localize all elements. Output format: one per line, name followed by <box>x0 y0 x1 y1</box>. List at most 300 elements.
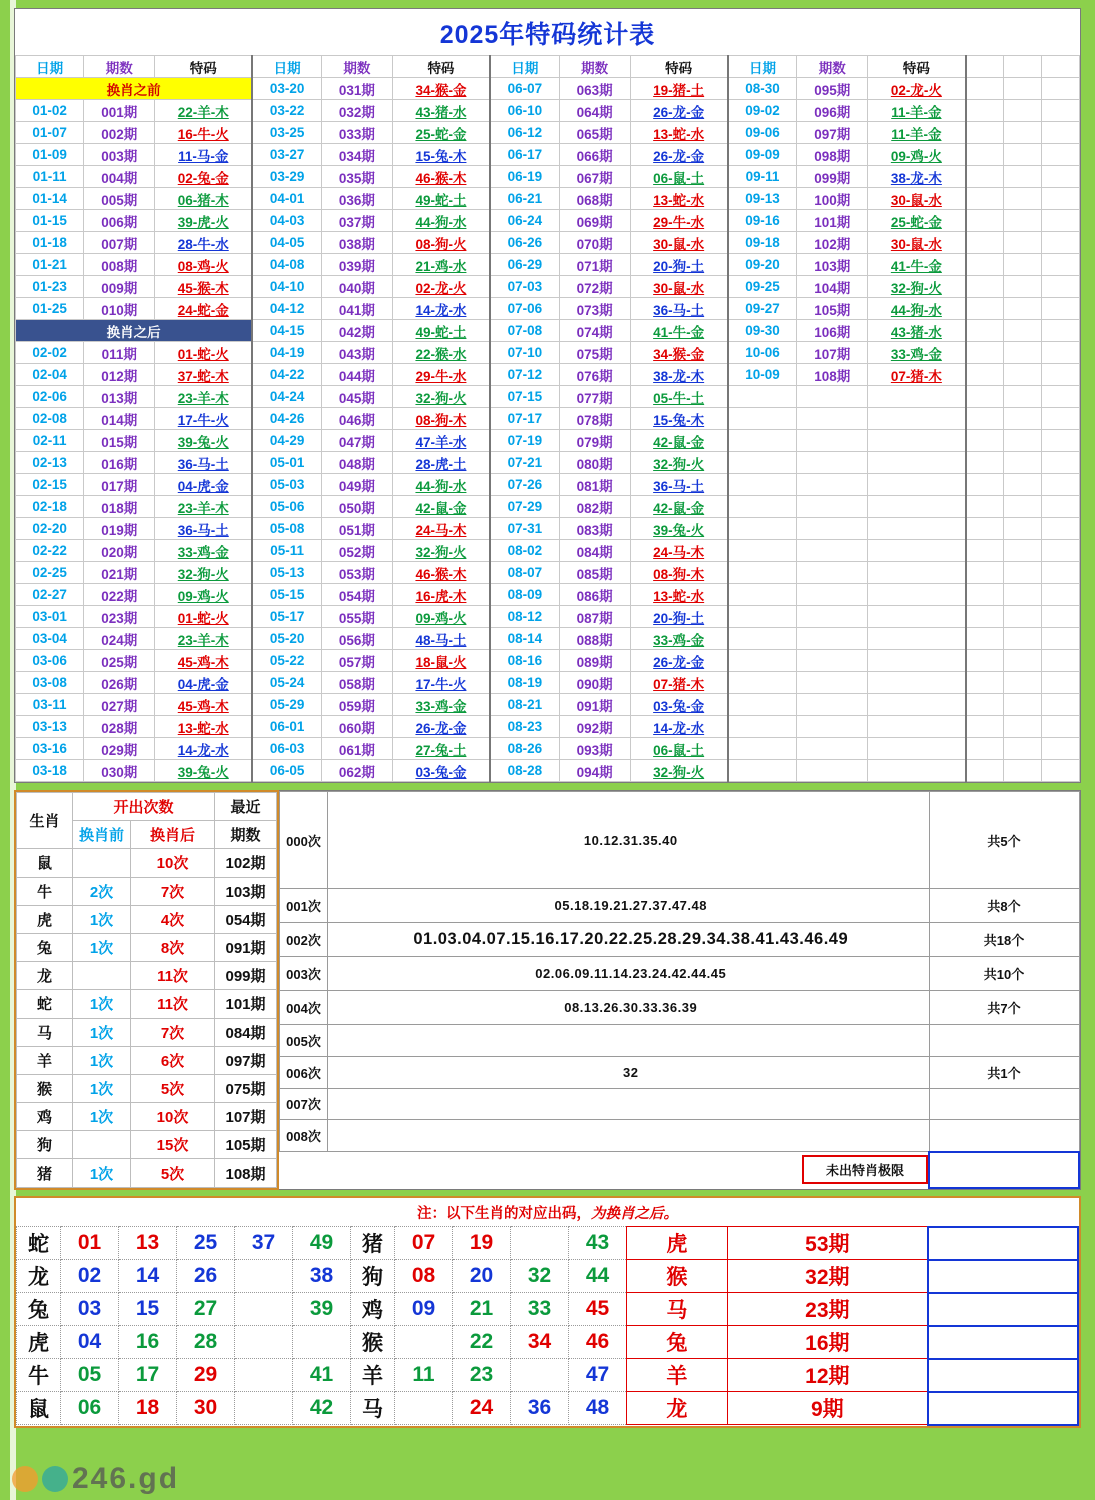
empty-cell <box>868 760 966 782</box>
cell-code: 37-蛇-木 <box>155 364 253 386</box>
header-issue: 期数 <box>797 56 868 78</box>
table-row <box>16 408 1080 430</box>
bottom-row <box>17 1227 1079 1260</box>
recent-issue: 107期 <box>215 1103 277 1131</box>
cell-issue: 008期 <box>84 254 155 276</box>
frequency-total <box>929 1025 1079 1057</box>
spare-cell <box>966 298 1004 320</box>
number-cell: 16 <box>119 1326 177 1359</box>
spare-cell <box>966 210 1004 232</box>
cell-issue: 033期 <box>321 122 392 144</box>
cell-date: 05-17 <box>252 606 321 628</box>
cell-issue: 089期 <box>559 650 630 672</box>
spare-cell <box>966 320 1004 342</box>
empty-cell <box>868 694 966 716</box>
spare-cell <box>1042 606 1080 628</box>
cell-date: 07-19 <box>490 430 559 452</box>
cell-code: 07-猪-木 <box>868 364 966 386</box>
zodiac-label-left: 蛇 <box>17 1227 61 1260</box>
cell-issue: 018期 <box>84 496 155 518</box>
recent-issue: 105期 <box>215 1131 277 1159</box>
cell-date: 05-03 <box>252 474 321 496</box>
cell-date: 08-28 <box>490 760 559 782</box>
empty-cell <box>728 650 797 672</box>
cell-code: 43-猪-水 <box>868 320 966 342</box>
table-row <box>16 606 1080 628</box>
cell-issue: 001期 <box>84 100 155 122</box>
cell-issue: 091期 <box>559 694 630 716</box>
zodiac-label-left: 鼠 <box>17 1392 61 1425</box>
cell-issue: 097期 <box>797 122 868 144</box>
empty-cell <box>797 496 868 518</box>
cell-issue: 011期 <box>84 342 155 364</box>
number-cell: 21 <box>453 1293 511 1326</box>
frequency-total <box>929 1088 1079 1120</box>
spare-cell <box>966 166 1004 188</box>
spare-cell <box>1004 738 1042 760</box>
cell-code: 02-龙-火 <box>392 276 490 298</box>
limit-title-wrap <box>328 1152 930 1188</box>
cell-date: 02-13 <box>16 452 84 474</box>
cell-issue: 087期 <box>559 606 630 628</box>
cell-date: 04-15 <box>252 320 321 342</box>
cell-date: 06-10 <box>490 100 559 122</box>
number-cell: 04 <box>61 1326 119 1359</box>
number-cell: 49 <box>293 1227 351 1260</box>
empty-cell <box>728 628 797 650</box>
cell-date: 04-08 <box>252 254 321 276</box>
spare-cell <box>966 540 1004 562</box>
frequency-total: 共1个 <box>929 1056 1079 1088</box>
empty-cell <box>797 562 868 584</box>
cell-date: 07-15 <box>490 386 559 408</box>
number-cell: 33 <box>511 1293 569 1326</box>
table-row <box>16 694 1080 716</box>
spare-cell <box>1004 650 1042 672</box>
cell-issue: 006期 <box>84 210 155 232</box>
top-panel <box>14 8 1081 783</box>
empty-cell <box>868 474 966 496</box>
cell-date: 05-06 <box>252 496 321 518</box>
frequency-table <box>279 791 1080 1189</box>
frequency-numbers: 05.18.19.21.27.37.47.48 <box>328 889 930 923</box>
cell-issue: 063期 <box>559 78 630 100</box>
cell-code: 28-虎-土 <box>392 452 490 474</box>
table-row <box>16 716 1080 738</box>
empty-cell <box>728 694 797 716</box>
number-cell: 29 <box>177 1359 235 1392</box>
spare-cell <box>1042 78 1080 100</box>
note-text: 注：以下生肖的对应出码， <box>417 1205 591 1222</box>
cell-date: 06-01 <box>252 716 321 738</box>
count-before <box>73 849 131 877</box>
empty-cell <box>868 518 966 540</box>
limit-issues: 16期 <box>727 1326 928 1359</box>
cell-issue: 046期 <box>321 408 392 430</box>
table-row <box>16 78 1080 100</box>
spare-cell <box>966 364 1004 386</box>
zodiac-label-left: 兔 <box>17 1293 61 1326</box>
cell-code: 13-蛇-水 <box>630 584 728 606</box>
number-cell: 30 <box>177 1392 235 1425</box>
mid-section <box>14 790 1081 1190</box>
cell-date: 06-05 <box>252 760 321 782</box>
cell-code: 21-鸡-水 <box>392 254 490 276</box>
header-code: 特码 <box>155 56 253 78</box>
cell-date: 08-26 <box>490 738 559 760</box>
cell-issue: 020期 <box>84 540 155 562</box>
spare-cell <box>1042 452 1080 474</box>
cell-date: 02-25 <box>16 562 84 584</box>
zodiac-name: 猴 <box>17 1074 73 1102</box>
number-cell: 11 <box>395 1359 453 1392</box>
after-change-header: 换肖后 <box>131 821 215 849</box>
limit-title: 未出特肖极限 <box>802 1155 928 1184</box>
cell-date: 05-22 <box>252 650 321 672</box>
empty-cell <box>797 716 868 738</box>
number-cell: 17 <box>119 1359 177 1392</box>
cell-date: 08-23 <box>490 716 559 738</box>
cell-issue: 079期 <box>559 430 630 452</box>
spare-cell <box>966 518 1004 540</box>
limit-blue-cell <box>928 1227 1078 1260</box>
cell-issue: 035期 <box>321 166 392 188</box>
table-row <box>16 232 1080 254</box>
number-cell: 05 <box>61 1359 119 1392</box>
number-cell: 01 <box>61 1227 119 1260</box>
count-after: 5次 <box>131 1159 215 1187</box>
note-emphasis: 为换肖之后。 <box>591 1205 678 1222</box>
zodiac-label-left: 龙 <box>17 1260 61 1293</box>
cell-date: 04-05 <box>252 232 321 254</box>
spare-cell <box>1042 342 1080 364</box>
count-after: 10次 <box>131 1103 215 1131</box>
empty-cell <box>728 496 797 518</box>
limit-issues: 53期 <box>727 1227 928 1260</box>
frequency-total <box>929 1120 1079 1152</box>
cell-issue: 078期 <box>559 408 630 430</box>
number-cell: 13 <box>119 1227 177 1260</box>
table-row <box>16 584 1080 606</box>
table-row <box>16 320 1080 342</box>
empty-cell <box>797 386 868 408</box>
cell-code: 04-虎-金 <box>155 672 253 694</box>
cell-date: 06-24 <box>490 210 559 232</box>
page-title: 2025年特码统计表 <box>439 21 656 49</box>
empty-cell <box>728 738 797 760</box>
zodiac-name: 马 <box>17 1018 73 1046</box>
cell-date: 07-12 <box>490 364 559 386</box>
cell-date: 03-29 <box>252 166 321 188</box>
zodiac-header-row <box>17 793 277 821</box>
cell-code: 16-虎-木 <box>392 584 490 606</box>
count-after: 7次 <box>131 877 215 905</box>
cell-issue: 095期 <box>797 78 868 100</box>
empty-cell <box>797 760 868 782</box>
table-row <box>16 210 1080 232</box>
frequency-row <box>280 1120 1080 1152</box>
cell-issue: 010期 <box>84 298 155 320</box>
cell-code: 44-狗-水 <box>868 298 966 320</box>
empty-cell <box>728 584 797 606</box>
number-cell: 28 <box>177 1326 235 1359</box>
cell-code: 20-狗-土 <box>630 606 728 628</box>
cell-issue: 068期 <box>559 188 630 210</box>
limit-issues: 23期 <box>727 1293 928 1326</box>
cell-date: 03-16 <box>16 738 84 760</box>
cell-issue: 036期 <box>321 188 392 210</box>
frequency-total: 共8个 <box>929 889 1079 923</box>
cell-issue: 005期 <box>84 188 155 210</box>
cell-date: 02-02 <box>16 342 84 364</box>
spare-cell <box>1004 518 1042 540</box>
cell-issue: 032期 <box>321 100 392 122</box>
spare-cell <box>1004 496 1042 518</box>
cell-issue: 067期 <box>559 166 630 188</box>
cell-code: 16-牛-火 <box>155 122 253 144</box>
limit-zodiac: 羊 <box>627 1359 728 1392</box>
empty-cell <box>868 738 966 760</box>
cell-code: 20-狗-土 <box>630 254 728 276</box>
empty-cell <box>797 474 868 496</box>
number-cell <box>511 1359 569 1392</box>
cell-code: 36-马-土 <box>155 518 253 540</box>
count-before <box>73 962 131 990</box>
cell-date: 04-26 <box>252 408 321 430</box>
cell-date: 01-21 <box>16 254 84 276</box>
frequency-numbers <box>328 1088 930 1120</box>
cell-date: 04-29 <box>252 430 321 452</box>
limit-issues: 12期 <box>727 1359 928 1392</box>
empty-cell <box>868 606 966 628</box>
spare-cell <box>966 188 1004 210</box>
cell-date: 03-27 <box>252 144 321 166</box>
limit-zodiac: 兔 <box>627 1326 728 1359</box>
spare-cell <box>966 694 1004 716</box>
zodiac-row <box>17 849 277 877</box>
cell-date: 05-08 <box>252 518 321 540</box>
cell-code: 13-蛇-水 <box>630 122 728 144</box>
number-cell: 41 <box>293 1359 351 1392</box>
cell-issue: 004期 <box>84 166 155 188</box>
empty-cell <box>797 738 868 760</box>
empty-cell <box>728 760 797 782</box>
cell-issue: 075期 <box>559 342 630 364</box>
frequency-label: 005次 <box>280 1025 328 1057</box>
cell-issue: 029期 <box>84 738 155 760</box>
recent-header: 最近 <box>215 793 277 821</box>
cell-code: 42-鼠-金 <box>630 496 728 518</box>
count-after: 11次 <box>131 962 215 990</box>
cell-date: 03-22 <box>252 100 321 122</box>
spare-cell <box>966 342 1004 364</box>
zodiac-name: 蛇 <box>17 990 73 1018</box>
empty-cell <box>797 408 868 430</box>
spare-cell <box>966 232 1004 254</box>
cell-date: 10-06 <box>728 342 797 364</box>
cell-date: 08-30 <box>728 78 797 100</box>
logo-dot2-icon <box>42 1466 68 1492</box>
spare-cell <box>1042 386 1080 408</box>
cell-date: 02-08 <box>16 408 84 430</box>
frequency-numbers <box>328 1025 930 1057</box>
zodiac-row <box>17 1131 277 1159</box>
cell-code: 32-狗-火 <box>630 760 728 782</box>
cell-issue: 025期 <box>84 650 155 672</box>
frequency-row <box>280 957 1080 991</box>
cell-code: 34-猴-金 <box>392 78 490 100</box>
cell-issue: 104期 <box>797 276 868 298</box>
count-before: 2次 <box>73 877 131 905</box>
cell-code: 47-羊-水 <box>392 430 490 452</box>
cell-issue: 057期 <box>321 650 392 672</box>
spare-cell <box>966 386 1004 408</box>
cell-issue: 099期 <box>797 166 868 188</box>
frequency-row <box>280 1056 1080 1088</box>
cell-issue: 081期 <box>559 474 630 496</box>
cell-code: 25-蛇-金 <box>392 122 490 144</box>
number-cell <box>293 1326 351 1359</box>
cell-date: 09-25 <box>728 276 797 298</box>
spare-cell <box>966 738 1004 760</box>
spare-col <box>966 56 1004 78</box>
cell-code: 30-鼠-水 <box>868 232 966 254</box>
cell-date: 07-26 <box>490 474 559 496</box>
cell-date: 02-06 <box>16 386 84 408</box>
spare-cell <box>1042 188 1080 210</box>
spare-cell <box>1042 166 1080 188</box>
spare-cell <box>1004 276 1042 298</box>
number-cell: 09 <box>395 1293 453 1326</box>
table-row <box>16 628 1080 650</box>
cell-code: 05-牛-土 <box>630 386 728 408</box>
cell-code: 33-鸡-金 <box>868 342 966 364</box>
frequency-label: 002次 <box>280 923 328 957</box>
zodiac-name: 狗 <box>17 1131 73 1159</box>
cell-date: 07-08 <box>490 320 559 342</box>
cell-date: 08-02 <box>490 540 559 562</box>
limit-zodiac: 龙 <box>627 1392 728 1425</box>
number-cell: 43 <box>569 1227 627 1260</box>
cell-issue: 105期 <box>797 298 868 320</box>
empty-cell <box>728 474 797 496</box>
table-row <box>16 122 1080 144</box>
limit-blue-cell <box>928 1326 1078 1359</box>
zodiac-label-left: 虎 <box>17 1326 61 1359</box>
empty-cell <box>728 716 797 738</box>
zodiac-label-right: 羊 <box>351 1359 395 1392</box>
cell-issue: 051期 <box>321 518 392 540</box>
header-date: 日期 <box>16 56 84 78</box>
table-row <box>16 760 1080 782</box>
cell-date: 08-16 <box>490 650 559 672</box>
frequency-label: 004次 <box>280 991 328 1025</box>
spare-cell <box>1042 320 1080 342</box>
empty-cell <box>797 628 868 650</box>
empty-cell <box>728 606 797 628</box>
cell-issue: 007期 <box>84 232 155 254</box>
spare-cell <box>1042 144 1080 166</box>
table-row <box>16 496 1080 518</box>
cell-date: 09-30 <box>728 320 797 342</box>
cell-date: 07-17 <box>490 408 559 430</box>
cell-issue: 048期 <box>321 452 392 474</box>
empty-cell <box>868 716 966 738</box>
number-cell: 27 <box>177 1293 235 1326</box>
cell-code: 41-牛-金 <box>868 254 966 276</box>
number-cell: 26 <box>177 1260 235 1293</box>
cell-code: 26-龙-金 <box>392 716 490 738</box>
cell-code: 46-猴-木 <box>392 166 490 188</box>
count-before: 1次 <box>73 1159 131 1187</box>
cell-code: 06-鼠-土 <box>630 166 728 188</box>
spare-cell <box>1004 694 1042 716</box>
cell-date: 02-20 <box>16 518 84 540</box>
cell-code: 14-龙-水 <box>630 716 728 738</box>
cell-issue: 040期 <box>321 276 392 298</box>
spare-cell <box>966 78 1004 100</box>
cell-code: 17-牛-火 <box>155 408 253 430</box>
cell-date: 09-27 <box>728 298 797 320</box>
cell-date: 08-14 <box>490 628 559 650</box>
cell-issue: 027期 <box>84 694 155 716</box>
table-row <box>16 540 1080 562</box>
cell-code: 26-龙-金 <box>630 144 728 166</box>
spare-cell <box>1004 474 1042 496</box>
cell-code: 29-牛-水 <box>630 210 728 232</box>
frequency-numbers: 32 <box>328 1056 930 1088</box>
zodiac-row <box>17 990 277 1018</box>
cell-date: 03-11 <box>16 694 84 716</box>
bottom-panel <box>14 1196 1081 1428</box>
cell-date: 04-24 <box>252 386 321 408</box>
frequency-label: 003次 <box>280 957 328 991</box>
spare-cell <box>966 584 1004 606</box>
count-before <box>73 1131 131 1159</box>
cell-issue: 058期 <box>321 672 392 694</box>
zodiac-number-map-table <box>16 1226 1079 1426</box>
header-issue: 期数 <box>321 56 392 78</box>
cell-issue: 014期 <box>84 408 155 430</box>
cell-code: 30-鼠-水 <box>630 276 728 298</box>
spare-cell <box>1004 144 1042 166</box>
cell-issue: 054期 <box>321 584 392 606</box>
number-cell: 20 <box>453 1260 511 1293</box>
number-cell: 36 <box>511 1392 569 1425</box>
limit-blue-cell <box>928 1260 1078 1293</box>
cell-issue: 096期 <box>797 100 868 122</box>
cell-code: 32-狗-火 <box>630 452 728 474</box>
spare-cell <box>1004 210 1042 232</box>
count-after: 6次 <box>131 1046 215 1074</box>
spare-cell <box>1042 364 1080 386</box>
recent-issue: 099期 <box>215 962 277 990</box>
cell-code: 32-狗-火 <box>155 562 253 584</box>
cell-issue: 043期 <box>321 342 392 364</box>
number-cell: 19 <box>453 1227 511 1260</box>
spare-cell <box>1042 210 1080 232</box>
count-after: 5次 <box>131 1074 215 1102</box>
empty-cell <box>868 430 966 452</box>
cell-date: 04-12 <box>252 298 321 320</box>
cell-issue: 026期 <box>84 672 155 694</box>
cell-issue: 069期 <box>559 210 630 232</box>
cell-issue: 066期 <box>559 144 630 166</box>
zodiac-count-table <box>16 792 277 1188</box>
cell-date: 05-11 <box>252 540 321 562</box>
spare-cell <box>1004 628 1042 650</box>
cell-date: 04-03 <box>252 210 321 232</box>
